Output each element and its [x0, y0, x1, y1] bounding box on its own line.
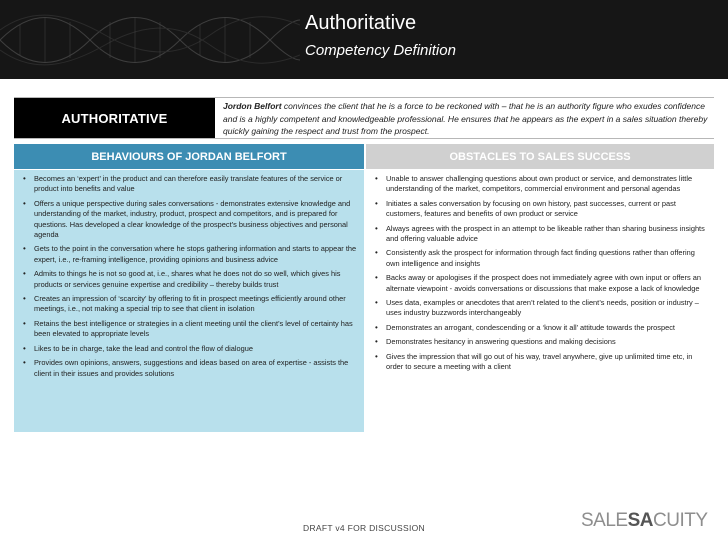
bullet-dot: • — [375, 322, 378, 332]
definition-subject: Jordon Belfort — [223, 101, 282, 111]
list-item — [372, 174, 708, 195]
obstacles-list — [366, 170, 714, 373]
behaviours-list — [14, 170, 364, 379]
competency-label: AUTHORITATIVE — [14, 98, 215, 138]
list-item — [372, 298, 708, 319]
logo-part-2: SA — [627, 510, 653, 531]
logo-part-1: SALE — [581, 510, 628, 531]
bullet-dot: • — [375, 174, 378, 183]
bullet-dot: • — [23, 358, 26, 368]
behaviour-text: Offers a unique perspective during sales conversations - demonstrates extensive knowledge and understanding of the market, industry, product, prospect and competitors, and is prepared for questions. Has developed a clear knowledge of the prospect’s business objectives and personal agenda — [34, 198, 351, 240]
list-item — [20, 294, 358, 315]
obstacle-text: Always agrees with the prospect in an attempt to be likeable rather than sharing business insights and offering valuable advice — [386, 223, 705, 244]
salesacuity-logo — [581, 510, 708, 532]
obstacle-text: Consistently ask the prospect for information through fact finding questions rather than offering own intelligence and insights — [386, 248, 695, 268]
list-item — [20, 174, 358, 195]
definition-text — [223, 100, 713, 138]
bullet-dot: • — [375, 223, 378, 233]
behaviour-text: Creates an impression of ‘scarcity’ by offering to fit in prospect meetings efficiently around other meetings, i.e., not making a special trip to see that client in isolation — [34, 294, 346, 314]
definition-row — [14, 97, 714, 139]
behaviours-panel — [14, 170, 364, 432]
obstacle-text: Backs away or apologises if the prospect does not immediately agree with own input or offers an alternate viewpoint - avoids conversations or discussions that make expose a lack of knowledge — [386, 273, 701, 293]
list-item — [20, 269, 358, 290]
page-subtitle: Competency Definition — [305, 42, 456, 59]
behaviour-text: Admits to things he is not so good at, i.e., shares what he does not do so well, which gives his products or services genuine expertise and credibility – thereby builds trust — [34, 269, 341, 289]
behaviour-text: Becomes an ‘expert’ in the product and can therefore easily translate features of the service or product into benefits and value — [34, 174, 343, 194]
obstacles-heading: OBSTACLES TO SALES SUCCESS — [366, 144, 714, 169]
obstacle-text: Initiates a sales conversation by focusing on own history, past successes, current or past customers, features and benefits of own product or service — [386, 198, 676, 219]
list-item — [372, 352, 708, 373]
behaviour-text: Provides own opinions, answers, suggestions and ideas based on area of expertise - assists the client in their issues and provides solutions — [34, 358, 349, 378]
draft-footer: DRAFT v4 FOR DISCUSSION — [303, 523, 425, 533]
list-item — [372, 199, 708, 220]
bullet-dot: • — [23, 244, 26, 254]
bullet-dot: • — [23, 198, 26, 208]
bullet-dot: • — [23, 269, 26, 279]
header-banner — [0, 0, 728, 79]
logo-part-3: CUITY — [653, 510, 708, 531]
list-item — [20, 344, 358, 354]
bullet-dot: • — [375, 337, 378, 347]
bullet-dot: • — [375, 273, 378, 283]
bullet-dot: • — [375, 351, 378, 361]
obstacle-text: Unable to answer challenging questions about own product or service, and demonstrates little understanding of the market, competitors, commercial environment and personal agendas — [386, 174, 693, 194]
bullet-dot: • — [23, 294, 26, 304]
list-item — [372, 273, 708, 294]
behaviours-heading: BEHAVIOURS OF JORDAN BELFORT — [14, 144, 364, 169]
behaviour-text: Likes to be in charge, take the lead and control the flow of dialogue — [34, 343, 253, 353]
obstacle-text: Demonstrates hesitancy in answering questions and making decisions — [386, 337, 616, 347]
definition-body: convinces the client that he is a force to be reckoned with – that he is an authority figure who exudes confidence and is a highly competent and knowledgeable professional. He ensures that he appears as the expert in a sales situation thereby quickly gaining the respect and trust from the prospect. — [223, 101, 708, 137]
bullet-dot: • — [23, 343, 26, 353]
bullet-dot: • — [375, 298, 378, 308]
list-item — [20, 244, 358, 265]
list-item — [20, 319, 358, 340]
bullet-dot: • — [375, 248, 378, 258]
dna-helix-graphic — [0, 0, 300, 79]
obstacle-text: Demonstrates an arrogant, condescending or a ‘know it all’ attitude towards the prospect — [386, 322, 675, 332]
list-item — [20, 199, 358, 241]
bullet-dot: • — [23, 318, 26, 328]
obstacles-panel — [366, 170, 714, 432]
bullet-dot: • — [375, 198, 378, 208]
obstacle-text: Gives the impression that will go out of his way, travel anywhere, give up unlimited time etc, in order to secure a meeting with a client — [386, 351, 693, 372]
behaviour-text: Gets to the point in the conversation where he stops gathering information and starts to appear the expert, i.e., re-framing intelligence, providing opinions and business advice — [34, 244, 357, 264]
obstacle-text: Uses data, examples or anecdotes that aren’t related to the client’s needs, position or industry – uses industry buzzwords interchangeably — [386, 298, 699, 318]
list-item — [372, 337, 708, 347]
list-item — [372, 323, 708, 333]
list-item — [372, 248, 708, 269]
page-title: Authoritative — [305, 12, 417, 34]
behaviour-text: Retains the best intelligence or strategies in a client meeting until the client’s level of certainty has been elevated to appropriate levels — [34, 318, 353, 339]
list-item — [372, 224, 708, 245]
list-item — [20, 358, 358, 379]
bullet-dot: • — [23, 174, 26, 183]
